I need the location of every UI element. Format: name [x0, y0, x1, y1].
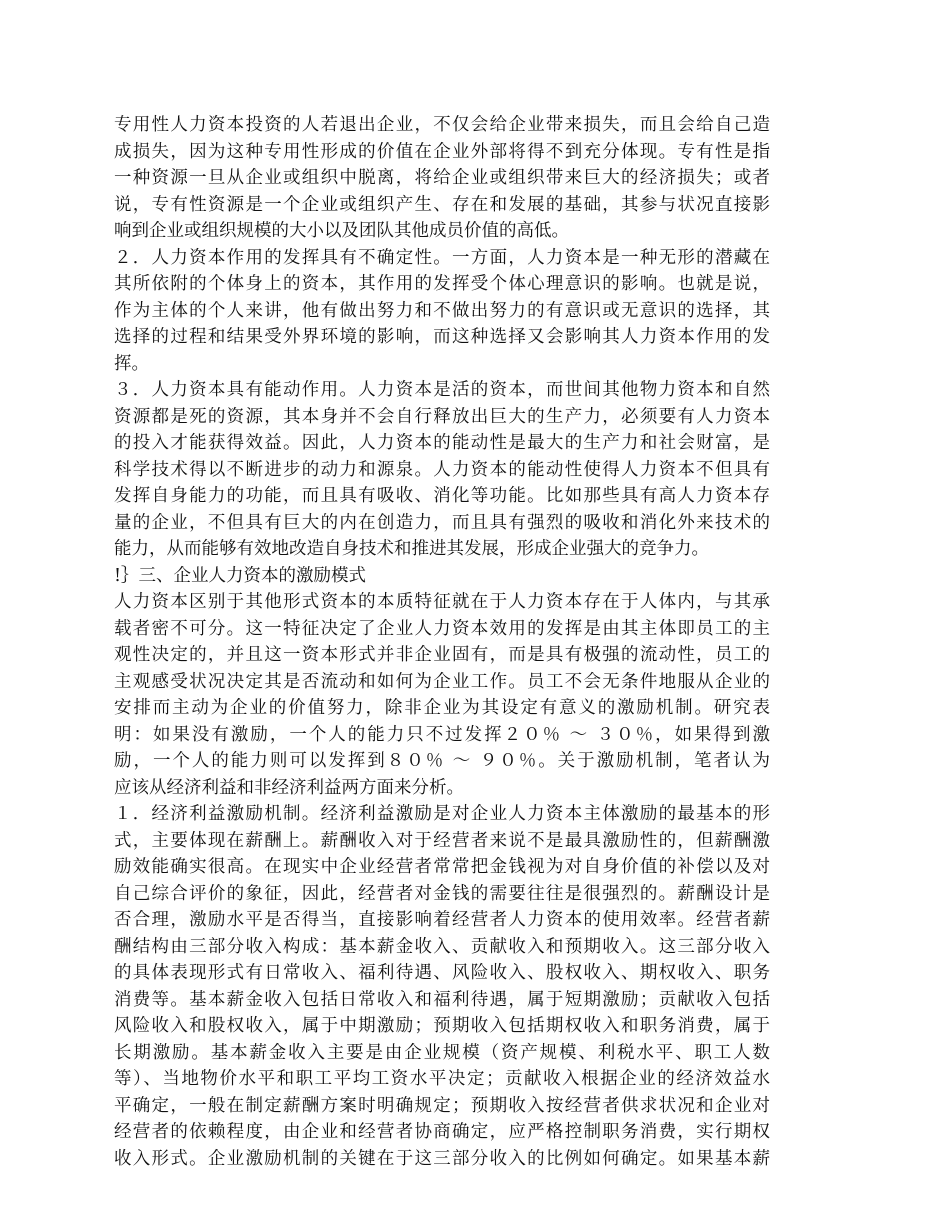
text-line: 科学技术得以不断进步的动力和源泉。人力资本的能动性使得人力资本不但具有	[114, 459, 770, 480]
text-line: ２．人力资本作用的发挥具有不确定性。一方面，人力资本是一种无形的潜藏在	[114, 247, 770, 268]
text-line: 等）、当地物价水平和职工平均工资水平决定；贡献收入根据企业的经济效益水	[114, 1069, 770, 1089]
text-line: 载者密不可分。这一特征决定了企业人力资本效用的发挥是由其主体即员工的主	[114, 618, 770, 639]
text-line: 明：如果没有激励，一个人的能力只不过发挥２０％ ～ ３０％，如果得到激	[114, 724, 770, 745]
text-line: 说，专有性资源是一个企业或组织产生、存在和发展的基础，其参与状况直接影	[114, 194, 770, 215]
text-line: 响到企业或组织规模的大小以及团队其他成员价值的高低。	[114, 221, 569, 241]
text-line: 经营者的依赖程度，由企业和经营者协商确定，应严格控制职务消费，实行期权	[114, 1122, 770, 1142]
text-line: 成损失，因为这种专用性形成的价值在企业外部将得不到充分体现。专有性是指	[114, 141, 770, 162]
document-body	[114, 112, 770, 1172]
text-line: 自己综合评价的象征，因此，经营者对金钱的需要往往是很强烈的。薪酬设计是	[114, 883, 770, 904]
text-line: 的投入才能获得效益。因此，人力资本的能动性是最大的生产力和社会财富，是	[114, 433, 770, 453]
text-line: 专用性人力资本投资的人若退出企业，不仅会给企业带来损失，而且会给自己造	[114, 115, 770, 135]
section-heading: !｝三、企业人力资本的激励模式	[114, 565, 367, 586]
text-line: 平确定，一般在制定薪酬方案时明确规定；预期收入按经营者供求状况和企业对	[114, 1095, 770, 1116]
text-line: 能力，从而能够有效地改造自身技术和推进其发展，形成企业强大的竞争力。	[114, 539, 709, 559]
text-line: 长期激励。基本薪金收入主要是由企业规模（资产规模、利税水平、职工人数	[114, 1042, 770, 1063]
text-line: 酬结构由三部分收入构成：基本薪金收入、贡献收入和预期收入。这三部分收入	[114, 936, 770, 957]
text-line: 的具体表现形式有日常收入、福利待遇、风险收入、股权收入、期权收入、职务	[114, 963, 770, 983]
text-line: 挥。	[114, 353, 149, 374]
text-line: 风险收入和股权收入，属于中期激励；预期收入包括期权收入和职务消费，属于	[114, 1016, 770, 1036]
text-line: １．经济利益激励机制。经济利益激励是对企业人力资本主体激励的最基本的形	[114, 804, 770, 824]
text-line: 发挥自身能力的功能，而且具有吸收、消化等功能。比如那些具有高人力资本存	[114, 486, 770, 506]
text-line: ３．人力资本具有能动作用。人力资本是活的资本，而世间其他物力资本和自然	[114, 380, 770, 400]
text-line: 收入形式。企业激励机制的关键在于这三部分收入的比例如何确定。如果基本薪	[114, 1148, 770, 1169]
text-line: 式，主要体现在薪酬上。薪酬收入对于经营者来说不是最具激励性的，但薪酬激	[114, 830, 770, 851]
text-line: 一种资源一旦从企业或组织中脱离，将给企业或组织带来巨大的经济损失；或者	[114, 168, 770, 188]
text-line: 其所依附的个体身上的资本，其作用的发挥受个体心理意识的影响。也就是说，	[114, 274, 770, 294]
text-line: 励，一个人的能力则可以发挥到８０％ ～ ９０％。关于激励机制，笔者认为	[114, 751, 770, 771]
text-line: 观性决定的，并且这一资本形式并非企业固有，而是具有极强的流动性，员工的	[114, 645, 770, 665]
text-line: 量的企业，不但具有巨大的内在创造力，而且具有强烈的吸收和消化外来技术的	[114, 512, 770, 533]
text-line: 选择的过程和结果受外界环境的影响，而这种选择又会影响其人力资本作用的发	[114, 327, 770, 347]
text-line: 安排而主动为企业的价值努力，除非企业为其设定有意义的激励机制。研究表	[114, 698, 770, 718]
text-line: 资源都是死的资源，其本身并不会自行释放出巨大的生产力，必须要有人力资本	[114, 406, 770, 427]
text-line: 否合理，激励水平是否得当，直接影响着经营者人力资本的使用效率。经营者薪	[114, 910, 770, 930]
text-line: 消费等。基本薪金收入包括日常收入和福利待遇，属于短期激励；贡献收入包括	[114, 989, 770, 1010]
text-line: 主观感受状况决定其是否流动和如何为企业工作。员工不会无条件地服从企业的	[114, 671, 770, 692]
text-line: 应该从经济利益和非经济利益两方面来分析。	[114, 777, 464, 798]
text-line: 人力资本区别于其他形式资本的本质特征就在于人力资本存在于人体内，与其承	[114, 592, 770, 612]
text-line: 励效能确实很高。在现实中企业经营者常常把金钱视为对自身价值的补偿以及对	[114, 857, 770, 877]
text-line: 作为主体的个人来讲，他有做出努力和不做出努力的有意识或无意识的选择，其	[114, 300, 770, 321]
